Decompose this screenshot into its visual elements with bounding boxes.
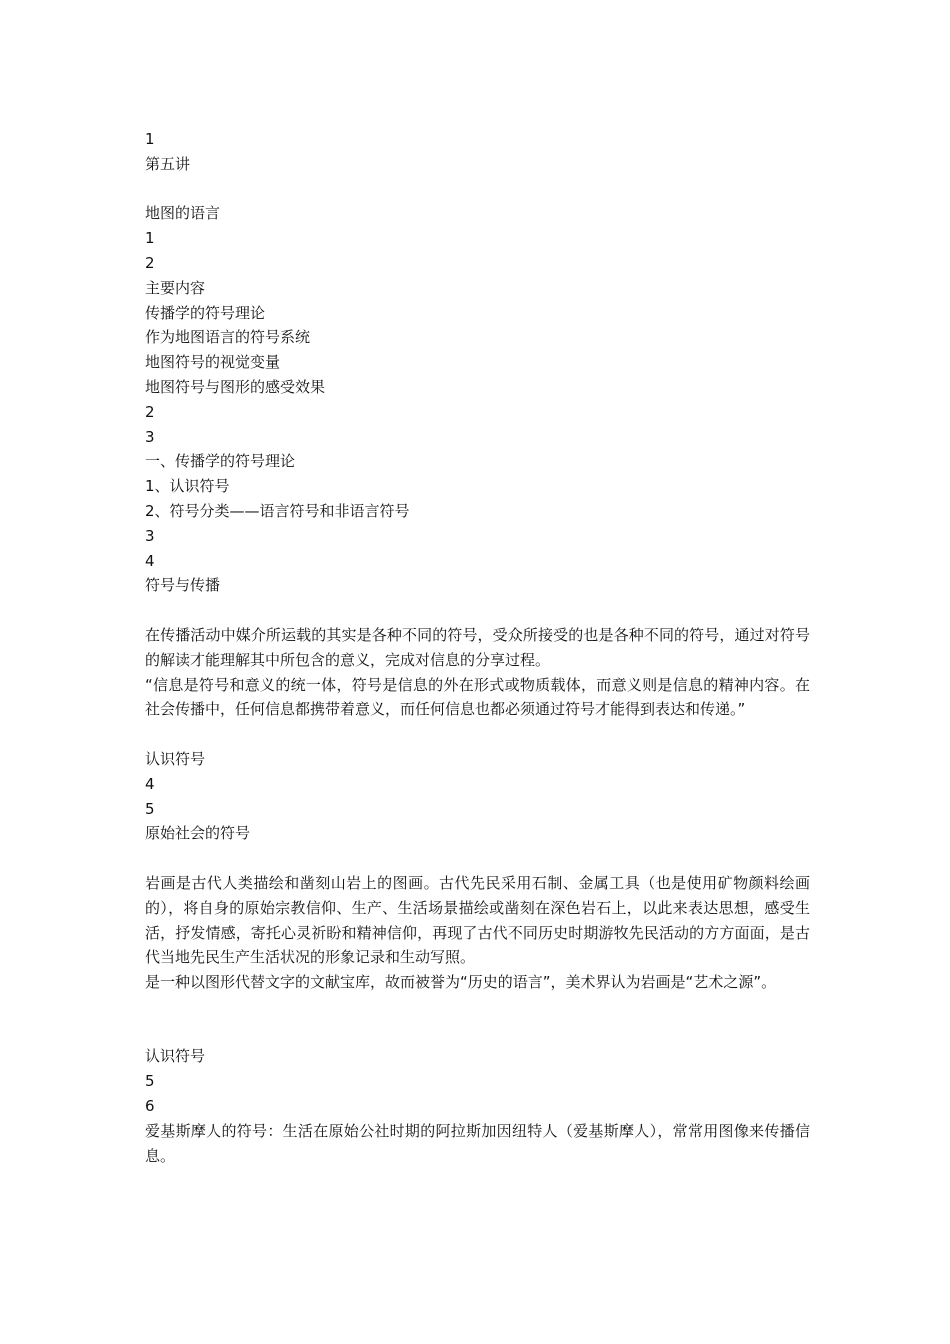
blank-line: [145, 995, 810, 1045]
page-number: 1: [145, 130, 155, 148]
section-heading: 一、传播学的符号理论: [145, 452, 296, 471]
page-number: 4: [145, 551, 155, 570]
page-number: 3: [145, 427, 155, 446]
page-number: 2: [145, 402, 155, 421]
subsection-item: 2、符号分类——语言符号和非语言符号: [145, 501, 410, 520]
slide-title: 原始社会的符号: [145, 824, 251, 843]
page-number: 4: [145, 774, 155, 793]
body-paragraph: 在传播活动中媒介所运载的其实是各种不同的符号，受众所接受的也是各种不同的符号，通过对符号的解读才能理解其中所包含的意义，完成对信息的分享过程。: [145, 625, 810, 669]
slide-title: 认识符号: [145, 749, 206, 768]
blank-line: [145, 722, 810, 747]
body-paragraph: 岩画是古代人类描绘和凿刻山岩上的图画。古代先民采用石制、金属工具（也是使用矿物颜料绘画的），将自身的原始宗教信仰、生产、生活场景描绘或凿刻在深色岩石上，以此来表达思想，感受生活，抒发情感，寄托心灵祈盼和精神信仰，再现了古代不同历史时期游牧先民活动的方方面面，是古代当地先民生产生活状况的形象记录和生动写照。: [145, 873, 810, 967]
page-number: 6: [145, 1097, 155, 1116]
blank-line: [145, 177, 810, 202]
subsection-item: 1、认识符号: [145, 477, 230, 496]
lecture-title: 地图的语言: [145, 204, 221, 223]
outline-item: 作为地图语言的符号系统: [145, 328, 311, 347]
body-paragraph: 是一种以图形代替文字的文献宝库，故而被誉为“历史的语言”，美术界认为岩画是“艺术之源”。: [145, 973, 777, 992]
slide-title: 符号与传播: [145, 576, 221, 595]
quote-paragraph: “信息是符号和意义的统一体，符号是信息的外在形式或物质载体，而意义则是信息的精神内容。在社会传播中，任何信息都携带着意义，而任何信息也都必须通过符号才能得到表达和传递。”: [145, 675, 810, 719]
section-heading: 主要内容: [145, 278, 206, 297]
page-number: 5: [145, 1072, 155, 1091]
page-number: 2: [145, 253, 155, 272]
outline-item: 地图符号与图形的感受效果: [145, 377, 326, 396]
body-paragraph: 爱基斯摩人的符号：生活在原始公社时期的阿拉斯加因纽特人（爱基斯摩人），常常用图像来传播信息。: [145, 1121, 810, 1165]
blank-line: [145, 846, 810, 871]
slide-title: 认识符号: [145, 1047, 206, 1066]
blank-line: [145, 598, 810, 623]
outline-item: 传播学的符号理论: [145, 303, 266, 322]
page-number: 1: [145, 229, 155, 248]
document-page: [145, 127, 810, 1168]
outline-item: 地图符号的视觉变量: [145, 353, 281, 372]
lecture-number: 第五讲: [145, 154, 191, 173]
page-number: 5: [145, 799, 155, 818]
page-number: 3: [145, 526, 155, 545]
